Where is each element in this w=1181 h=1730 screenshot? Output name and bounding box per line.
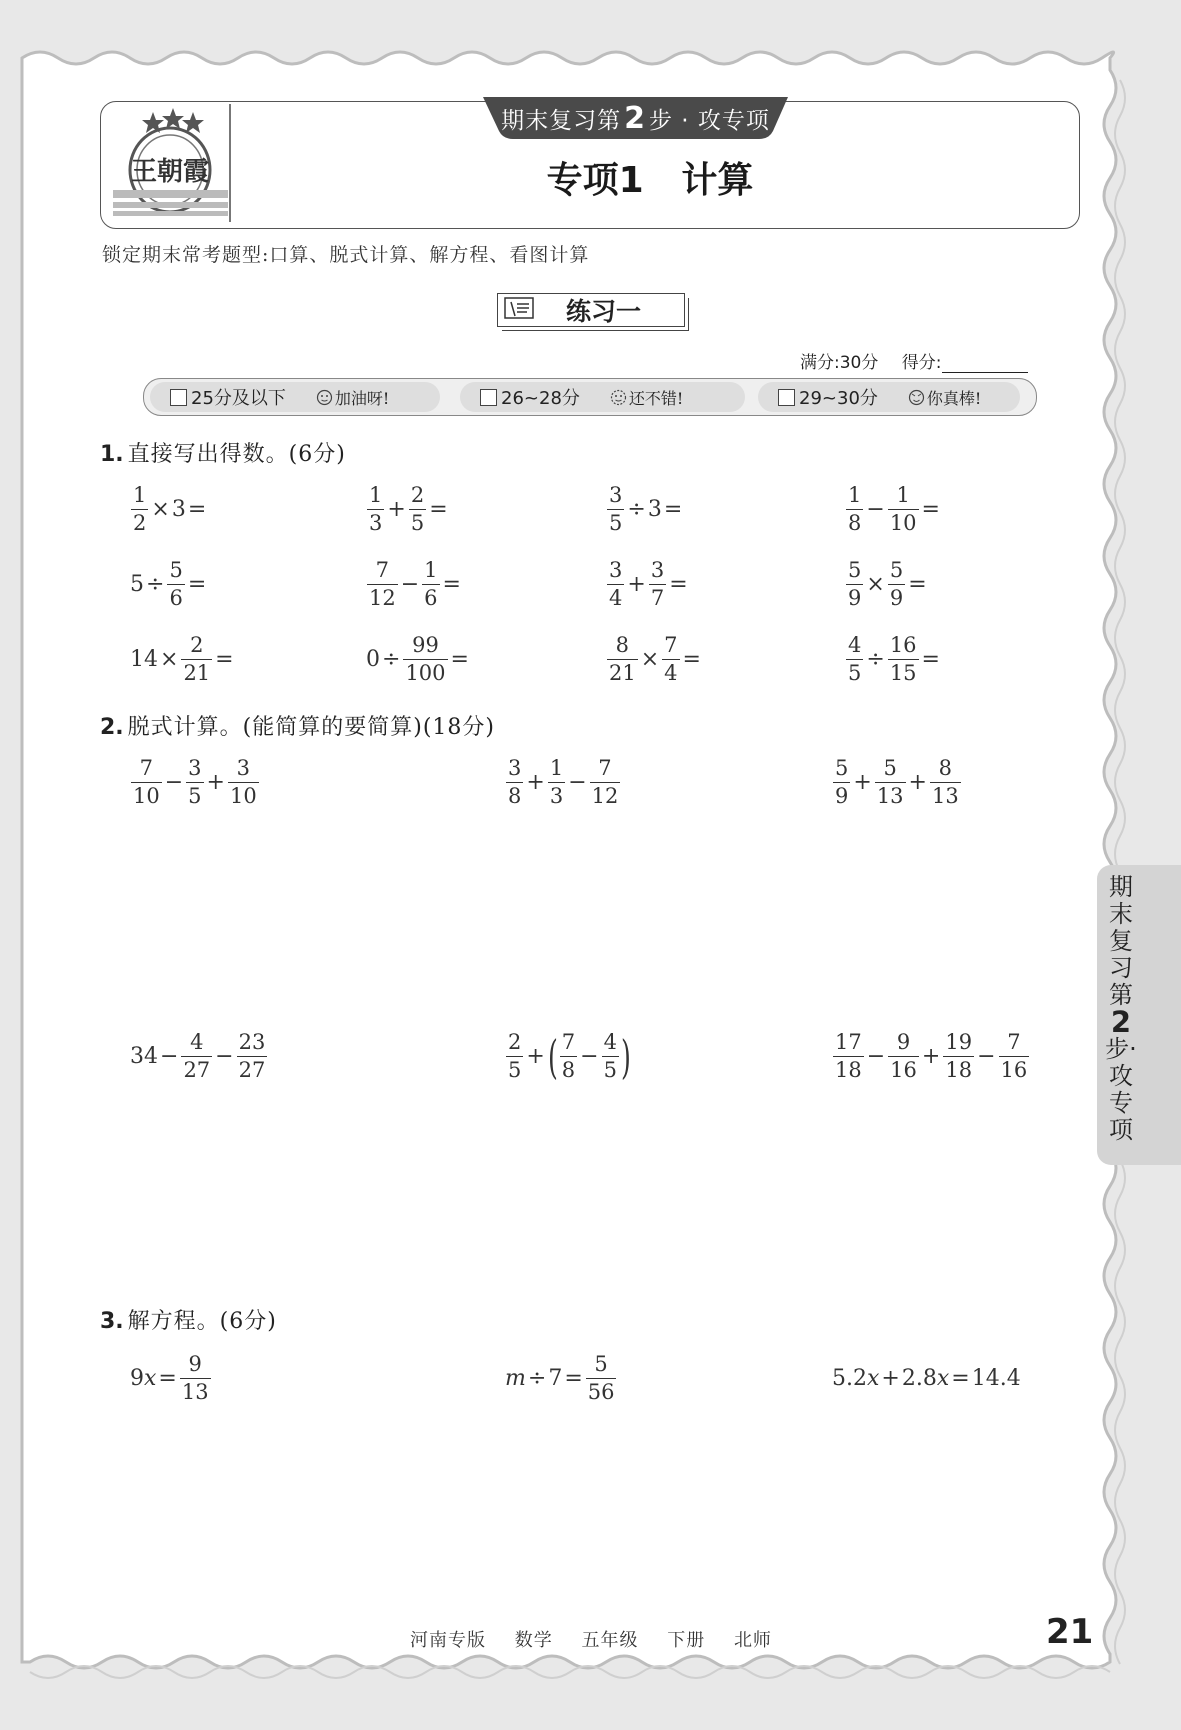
face-icon bbox=[610, 389, 627, 406]
page-subtitle: 锁定期末常考题型:口算、脱式计算、解方程、看图计算 bbox=[102, 244, 590, 266]
got-score-label: 得分: bbox=[901, 353, 942, 373]
fraction: $\frac{2}{21}$ bbox=[183, 633, 211, 685]
question-3-title bbox=[100, 1304, 277, 1335]
grade-range-1: 25分及以下 bbox=[191, 388, 286, 409]
fraction: $\frac{7}{10}$ bbox=[133, 756, 160, 808]
fraction: $\frac{17}{18}$ bbox=[835, 1030, 862, 1082]
question-number: 1. bbox=[100, 442, 124, 467]
q3-equation-b: m ÷ 7 = $\frac{5}{56}$ bbox=[505, 1352, 615, 1404]
side-tab-number: 2 bbox=[1110, 1005, 1132, 1039]
q2-expression-c: $\frac{5}{9}$ + $\frac{5}{13}$ + $\frac{8}{13}$ bbox=[835, 756, 959, 808]
fraction: $\frac{4}{5}$ bbox=[603, 1030, 617, 1082]
grade-checkbox-2[interactable] bbox=[480, 389, 497, 406]
fraction: $\frac{1}{6}$ bbox=[424, 558, 438, 610]
q1-expression: $\frac{3}{4}$ + $\frac{3}{7}$ = bbox=[609, 558, 688, 610]
notebook-icon bbox=[503, 296, 537, 322]
page-title: 专项1 计算 bbox=[546, 160, 754, 201]
q3-equation-c: 5.2 x + 2.8 x = 14.4 bbox=[832, 1366, 1021, 1391]
footer-grade: 五年级 bbox=[581, 1630, 639, 1651]
fraction: $\frac{5}{9}$ bbox=[889, 558, 904, 610]
question-2-title bbox=[100, 710, 495, 741]
q1-expression: $\frac{1}{2}$ × 3 = bbox=[133, 483, 207, 535]
q2-expression-d: 34 − $\frac{4}{27}$ − $\frac{23}{27}$ bbox=[130, 1030, 266, 1082]
side-tab-line1: 期末复习第 bbox=[1109, 873, 1133, 1009]
fraction: $\frac{3}{5}$ bbox=[188, 756, 202, 808]
fraction: $\frac{7}{12}$ bbox=[369, 558, 396, 610]
fraction: $\frac{5}{9}$ bbox=[835, 756, 849, 808]
fraction: $\frac{5}{6}$ bbox=[169, 558, 183, 610]
step-tab-number: 2 bbox=[624, 100, 646, 136]
fraction: $\frac{8}{21}$ bbox=[609, 633, 636, 685]
logo-wordmark: 王朝霞 bbox=[130, 157, 210, 187]
grade-range-2: 26~28分 bbox=[501, 388, 580, 409]
fraction: $\frac{2}{5}$ bbox=[508, 1030, 522, 1082]
fraction: $\frac{2}{5}$ bbox=[410, 483, 425, 535]
fraction: $\frac{1}{8}$ bbox=[848, 483, 862, 535]
fraction: $\frac{3}{8}$ bbox=[508, 756, 522, 808]
fraction: $\frac{1}{2}$ bbox=[133, 483, 147, 535]
fraction: $\frac{3}{4}$ bbox=[609, 558, 623, 610]
q1-expression: $\frac{1}{8}$ − $\frac{1}{10}$ = bbox=[848, 483, 940, 535]
grade-checkbox-3[interactable] bbox=[778, 389, 795, 406]
q1-expression: $\frac{1}{3}$ + $\frac{2}{5}$ = bbox=[369, 483, 448, 535]
fraction: $\frac{7}{4}$ bbox=[664, 633, 678, 685]
question-number: 3. bbox=[100, 1309, 124, 1334]
question-text: 脱式计算。(能简算的要简算)(18分) bbox=[127, 715, 495, 740]
question-number: 2. bbox=[100, 715, 124, 740]
footer-subject: 数学 bbox=[514, 1630, 553, 1651]
question-1-title bbox=[100, 437, 346, 468]
grade-option-3 bbox=[778, 382, 1028, 412]
fraction: $\frac{9}{16}$ bbox=[890, 1030, 917, 1082]
side-tab-line2: 步·攻专项 bbox=[1105, 1035, 1137, 1144]
fraction: $\frac{7}{8}$ bbox=[561, 1030, 576, 1082]
fraction: $\frac{3}{7}$ bbox=[650, 558, 665, 610]
grade-cheer-3: 你真棒! bbox=[926, 388, 982, 408]
q1-expression: 14 × $\frac{2}{21}$ = bbox=[130, 633, 234, 685]
fraction: $\frac{1}{10}$ bbox=[889, 483, 917, 535]
fraction: $\frac{3}{10}$ bbox=[229, 756, 257, 808]
score-line bbox=[800, 348, 1028, 373]
q1-expression: $\frac{8}{21}$ × $\frac{7}{4}$ = bbox=[609, 633, 701, 685]
fraction: $\frac{19}{18}$ bbox=[945, 1030, 973, 1082]
fraction: $\frac{4}{5}$ bbox=[848, 633, 862, 685]
q2-expression-a: $\frac{7}{10}$ − $\frac{3}{5}$ + $\frac{3}{10}$ bbox=[133, 756, 257, 808]
q1-expression: $\frac{5}{9}$ × $\frac{5}{9}$ = bbox=[848, 558, 927, 610]
grade-option-2 bbox=[480, 382, 740, 412]
footer-volume: 下册 bbox=[667, 1630, 706, 1651]
exercise-label: 练习一 bbox=[566, 297, 642, 326]
fraction: $\frac{16}{15}$ bbox=[889, 633, 917, 685]
fraction: $\frac{3}{5}$ bbox=[609, 483, 623, 535]
fraction: $\frac{8}{13}$ bbox=[931, 756, 959, 808]
face-icon bbox=[908, 389, 925, 406]
q1-expression: 0 ÷ $\frac{99}{100}$ = bbox=[366, 633, 469, 685]
fraction: $\frac{5}{13}$ bbox=[876, 756, 904, 808]
fraction: $\frac{7}{12}$ bbox=[591, 756, 619, 808]
full-score-label: 满分:30分 bbox=[800, 353, 879, 373]
step-tab-suffix: 步 · 攻专项 bbox=[648, 107, 770, 134]
question-text: 解方程。(6分) bbox=[127, 1309, 277, 1334]
grade-cheer-2: 还不错! bbox=[628, 388, 684, 408]
fraction: $\frac{99}{100}$ bbox=[405, 633, 446, 685]
question-text: 直接写出得数。(6分) bbox=[127, 442, 346, 467]
grade-option-1 bbox=[170, 382, 440, 412]
footer-edition: 河南专版 bbox=[410, 1630, 486, 1651]
fraction: $\frac{1}{3}$ bbox=[549, 756, 564, 808]
q1-expression: $\frac{3}{5}$ ÷ 3 = bbox=[609, 483, 683, 535]
grade-checkbox-1[interactable] bbox=[170, 389, 187, 406]
q2-expression-e: $\frac{2}{5}$ + ( $\frac{7}{8}$ − $\frac{4}{5}$ ) bbox=[508, 1029, 631, 1084]
grade-cheer-1: 加油呀! bbox=[334, 388, 390, 408]
step-tab bbox=[483, 97, 788, 139]
q2-expression-f: $\frac{17}{18}$ − $\frac{9}{16}$ + $\frac{19}{18}$ − $\frac{7}{16}$ bbox=[835, 1030, 1028, 1082]
fraction: $\frac{5}{56}$ bbox=[587, 1352, 615, 1404]
fraction: $\frac{9}{13}$ bbox=[181, 1352, 209, 1404]
q1-expression: 5 ÷ $\frac{5}{6}$ = bbox=[130, 558, 207, 610]
logo-divider bbox=[229, 104, 231, 222]
grade-range-3: 29~30分 bbox=[799, 388, 878, 409]
footer bbox=[410, 1626, 794, 1652]
fraction: $\frac{23}{27}$ bbox=[238, 1030, 266, 1082]
page-number: 21 bbox=[1046, 1612, 1094, 1652]
q1-expression: $\frac{7}{12}$ − $\frac{1}{6}$ = bbox=[369, 558, 461, 610]
footer-publisher: 北师 bbox=[733, 1630, 772, 1651]
side-tab-label bbox=[1103, 874, 1139, 1144]
step-tab-prefix: 期末复习第 bbox=[501, 107, 622, 134]
fraction: $\frac{7}{16}$ bbox=[1000, 1030, 1028, 1082]
face-icon bbox=[316, 389, 333, 406]
fraction: $\frac{4}{27}$ bbox=[183, 1030, 211, 1082]
fraction: $\frac{1}{3}$ bbox=[369, 483, 383, 535]
q1-expression: $\frac{4}{5}$ ÷ $\frac{16}{15}$ = bbox=[848, 633, 940, 685]
q2-expression-b: $\frac{3}{8}$ + $\frac{1}{3}$ − $\frac{7}{12}$ bbox=[508, 756, 619, 808]
brand-logo bbox=[108, 108, 233, 224]
score-blank[interactable] bbox=[942, 355, 1028, 373]
fraction: $\frac{5}{9}$ bbox=[848, 558, 862, 610]
q3-equation-a: 9 x = $\frac{9}{13}$ bbox=[130, 1352, 209, 1404]
